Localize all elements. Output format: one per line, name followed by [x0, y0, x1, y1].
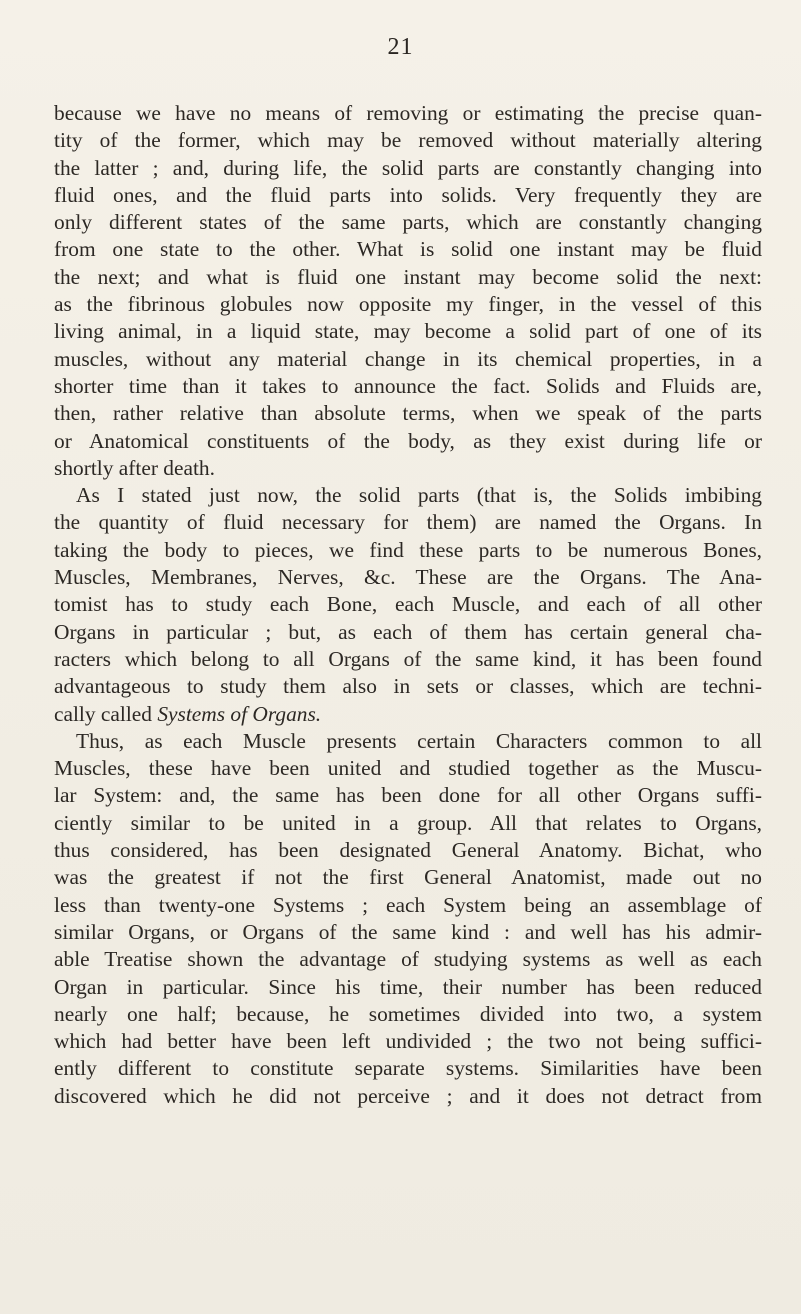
text-line [54, 209, 762, 236]
text-line [54, 837, 762, 864]
text-line-content: then, rather relative than absolute terms, when we speak of the parts [54, 401, 762, 426]
text-line [54, 673, 762, 700]
text-line-content: fluid ones, and the fluid parts into solids. Very frequently they are [54, 182, 762, 207]
text-line [54, 455, 762, 482]
text-line-content: from one state to the other. What is solid one instant may be fluid [54, 237, 762, 262]
text-line-content: the quantity of fluid necessary for them) are named the Organs. In [54, 510, 762, 535]
text-line [54, 564, 762, 591]
text-line-content: Thus, as each Muscle presents certain Characters common to all [76, 728, 762, 753]
text-line [54, 646, 762, 673]
text-line-content: as the fibrinous globules now opposite my finger, in the vessel of this [54, 292, 762, 317]
text-line [54, 318, 762, 345]
text-line [54, 728, 762, 755]
text-line [54, 701, 762, 728]
text-line-content: tomist has to study each Bone, each Muscle, and each of all other [54, 592, 762, 617]
text-line-content: able Treatise shown the advantage of studying systems as well as each [54, 947, 762, 972]
text-line-content: discovered which he did not perceive ; and it does not detract from [54, 1083, 762, 1108]
text-line [54, 864, 762, 891]
text-line [54, 264, 762, 291]
text-line [54, 892, 762, 919]
page-number: 21 [387, 34, 414, 60]
text-line-content: nearly one half; because, he sometimes divided into two, a system [54, 1001, 762, 1026]
text-line [54, 919, 762, 946]
italic-term: Systems of Organs. [157, 701, 322, 726]
text-line [54, 127, 762, 154]
text-line-content: less than twenty-one Systems ; each System being an assemblage of [54, 892, 762, 917]
text-line-content: Organs in particular ; but, as each of them has certain general cha- [54, 619, 762, 644]
text-line [54, 782, 762, 809]
text-line-content: was the greatest if not the first General Anatomist, made out no [54, 865, 762, 890]
text-line [54, 1028, 762, 1055]
text-line [54, 428, 762, 455]
text-line [54, 346, 762, 373]
text-line-content: cally called [54, 701, 152, 726]
text-line-content: As I stated just now, the solid parts (that is, the Solids imbibing [76, 483, 762, 508]
text-line [54, 155, 762, 182]
text-line-content: tity of the former, which may be removed without materially altering [54, 128, 762, 153]
text-line [54, 509, 762, 536]
text-line-content: living animal, in a liquid state, may become a solid part of one of its [54, 319, 762, 344]
text-line-content: the latter ; and, during life, the solid parts are constantly changing into [54, 155, 762, 180]
text-line [54, 291, 762, 318]
text-line-content: the next; and what is fluid one instant may become solid the next: [54, 264, 762, 289]
text-line-content: only different states of the same parts, which are constantly changing [54, 210, 762, 235]
text-line [54, 946, 762, 973]
text-line-content: advantageous to study them also in sets or classes, which are techni- [54, 674, 762, 699]
text-line-content: because we have no means of removing or estimating the precise quan- [54, 101, 762, 125]
text-line [54, 373, 762, 400]
text-line [54, 100, 762, 127]
text-line-content: ciently similar to be united in a group. All that relates to Organs, [54, 810, 762, 835]
text-line-content: which had better have been left undivided ; the two not being suffici- [54, 1029, 762, 1054]
text-line [54, 1001, 762, 1028]
text-line [54, 810, 762, 837]
text-line-content: ently different to constitute separate systems. Similarities have been [54, 1056, 762, 1081]
text-line-content: Muscles, these have been united and studied together as the Muscu- [54, 756, 762, 781]
text-line-content: shortly after death. [54, 455, 215, 480]
body-text [54, 100, 762, 1110]
text-line [54, 755, 762, 782]
text-line-content: lar System: and, the same has been done for all other Organs suffi- [54, 783, 762, 808]
text-line-content: shorter time than it takes to announce the fact. Solids and Fluids are, [54, 373, 762, 398]
text-line-content: similar Organs, or Organs of the same kind : and well has his admir- [54, 919, 762, 944]
text-line [54, 1083, 762, 1110]
text-line [54, 400, 762, 427]
text-line-content: racters which belong to all Organs of the same kind, it has been found [54, 646, 762, 671]
text-line-content: Muscles, Membranes, Nerves, &c. These are the Organs. The Ana- [54, 565, 762, 590]
text-line [54, 974, 762, 1001]
text-line-content: thus considered, has been designated General Anatomy. Bichat, who [54, 838, 762, 863]
text-line [54, 236, 762, 263]
text-line-content: Organ in particular. Since his time, their number has been reduced [54, 974, 762, 999]
text-line [54, 537, 762, 564]
text-line [54, 482, 762, 509]
text-line [54, 182, 762, 209]
text-line [54, 619, 762, 646]
text-line [54, 591, 762, 618]
text-line-content: muscles, without any material change in its chemical properties, in a [54, 346, 762, 371]
text-line [54, 1055, 762, 1082]
text-line-content: or Anatomical constituents of the body, as they exist during life or [54, 428, 762, 453]
text-line-content: taking the body to pieces, we find these parts to be numerous Bones, [54, 537, 762, 562]
